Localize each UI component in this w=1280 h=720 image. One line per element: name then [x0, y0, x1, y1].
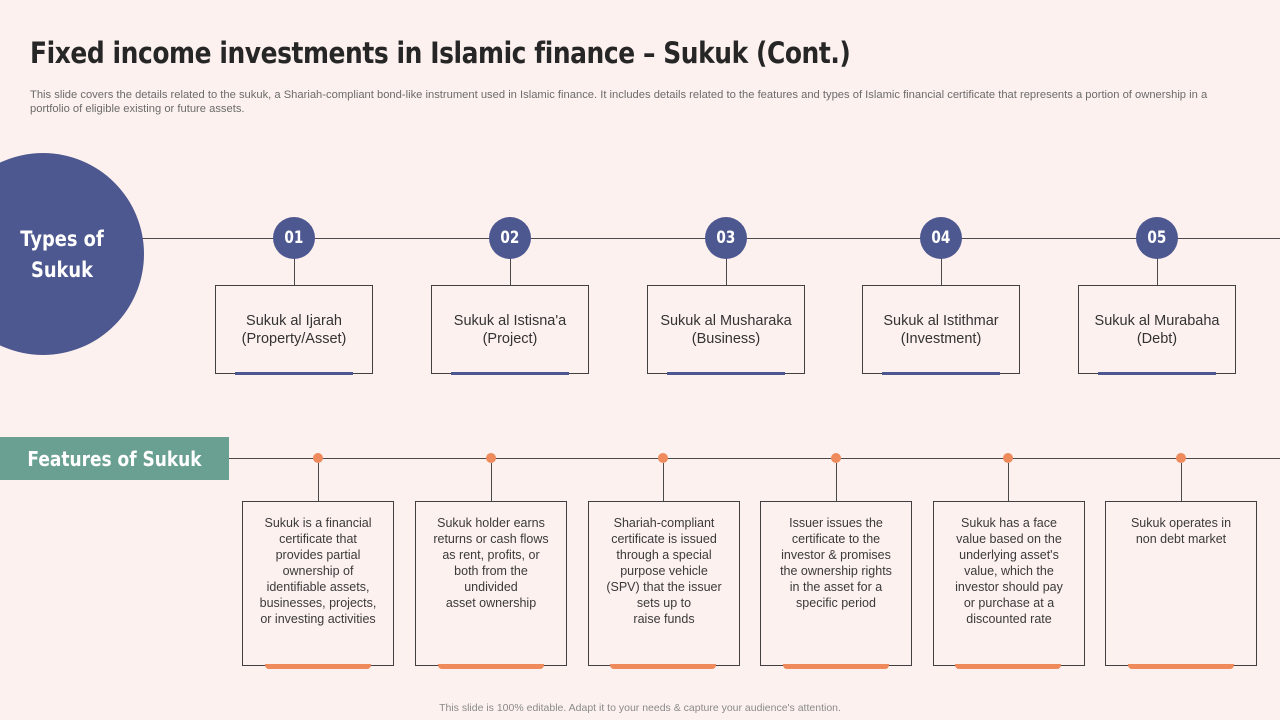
feature-connector: [836, 463, 837, 501]
feature-connector: [1008, 463, 1009, 501]
type-box: Sukuk al Istithmar (Investment): [862, 285, 1020, 374]
type-connector: [1157, 258, 1158, 285]
feature-box: Sukuk operates in non debt market: [1105, 501, 1257, 666]
feature-box: Issuer issues the certificate to the investor & promises the ownership rights in the asset for a specific period: [760, 501, 912, 666]
type-underline: [882, 372, 1000, 375]
type-number-badge: 02: [489, 217, 531, 259]
type-box: Sukuk al Musharaka (Business): [647, 285, 805, 374]
feature-box: Shariah-compliant certificate is issued through a special purpose vehicle (SPV) that the issuer sets up to raise funds: [588, 501, 740, 666]
feature-dot: [658, 453, 668, 463]
feature-box: Sukuk holder earns returns or cash flows as rent, profits, or both from the undivided asset ownership: [415, 501, 567, 666]
feature-dot: [1003, 453, 1013, 463]
type-number-badge: 01: [273, 217, 315, 259]
type-underline: [235, 372, 353, 375]
type-underline: [451, 372, 569, 375]
type-underline: [667, 372, 785, 375]
type-number-badge: 03: [705, 217, 747, 259]
type-number-badge: 05: [1136, 217, 1178, 259]
feature-connector: [1181, 463, 1182, 501]
feature-connector: [318, 463, 319, 501]
features-heading: Features of Sukuk: [27, 447, 202, 471]
type-underline: [1098, 372, 1216, 375]
type-box: Sukuk al Murabaha (Debt): [1078, 285, 1236, 374]
feature-dot: [313, 453, 323, 463]
type-number-badge: 04: [920, 217, 962, 259]
feature-connector: [491, 463, 492, 501]
type-connector: [726, 258, 727, 285]
feature-underline: [610, 664, 716, 669]
type-connector: [510, 258, 511, 285]
feature-dot: [831, 453, 841, 463]
feature-underline: [1128, 664, 1234, 669]
feature-underline: [783, 664, 889, 669]
feature-underline: [955, 664, 1061, 669]
features-timeline: [229, 458, 1280, 459]
type-connector: [294, 258, 295, 285]
type-box: Sukuk al Ijarah (Property/Asset): [215, 285, 373, 374]
feature-underline: [438, 664, 544, 669]
type-box: Sukuk al Istisna'a (Project): [431, 285, 589, 374]
feature-box: Sukuk has a face value based on the underlying asset's value, which the investor should pay or purchase at a discounted rate: [933, 501, 1085, 666]
feature-dot: [1176, 453, 1186, 463]
type-connector: [941, 258, 942, 285]
feature-dot: [486, 453, 496, 463]
page-subtitle: This slide covers the details related to the sukuk, a Shariah-compliant bond-like instrument used in Islamic finance. It includes details related to the features and types of Islamic financial certificate that represents a portion of ownership in a portfolio of eligible existing or future assets.: [30, 89, 1208, 115]
feature-connector: [663, 463, 664, 501]
feature-underline: [265, 664, 371, 669]
footer-note: This slide is 100% editable. Adapt it to your needs & capture your audience's attention.: [439, 702, 841, 714]
feature-box: Sukuk is a financial certificate that provides partial ownership of identifiable assets, businesses, projects, or investing activities: [242, 501, 394, 666]
page-title: Fixed income investments in Islamic finance – Sukuk (Cont.): [30, 36, 851, 70]
types-heading: Types of Sukuk: [20, 227, 104, 282]
